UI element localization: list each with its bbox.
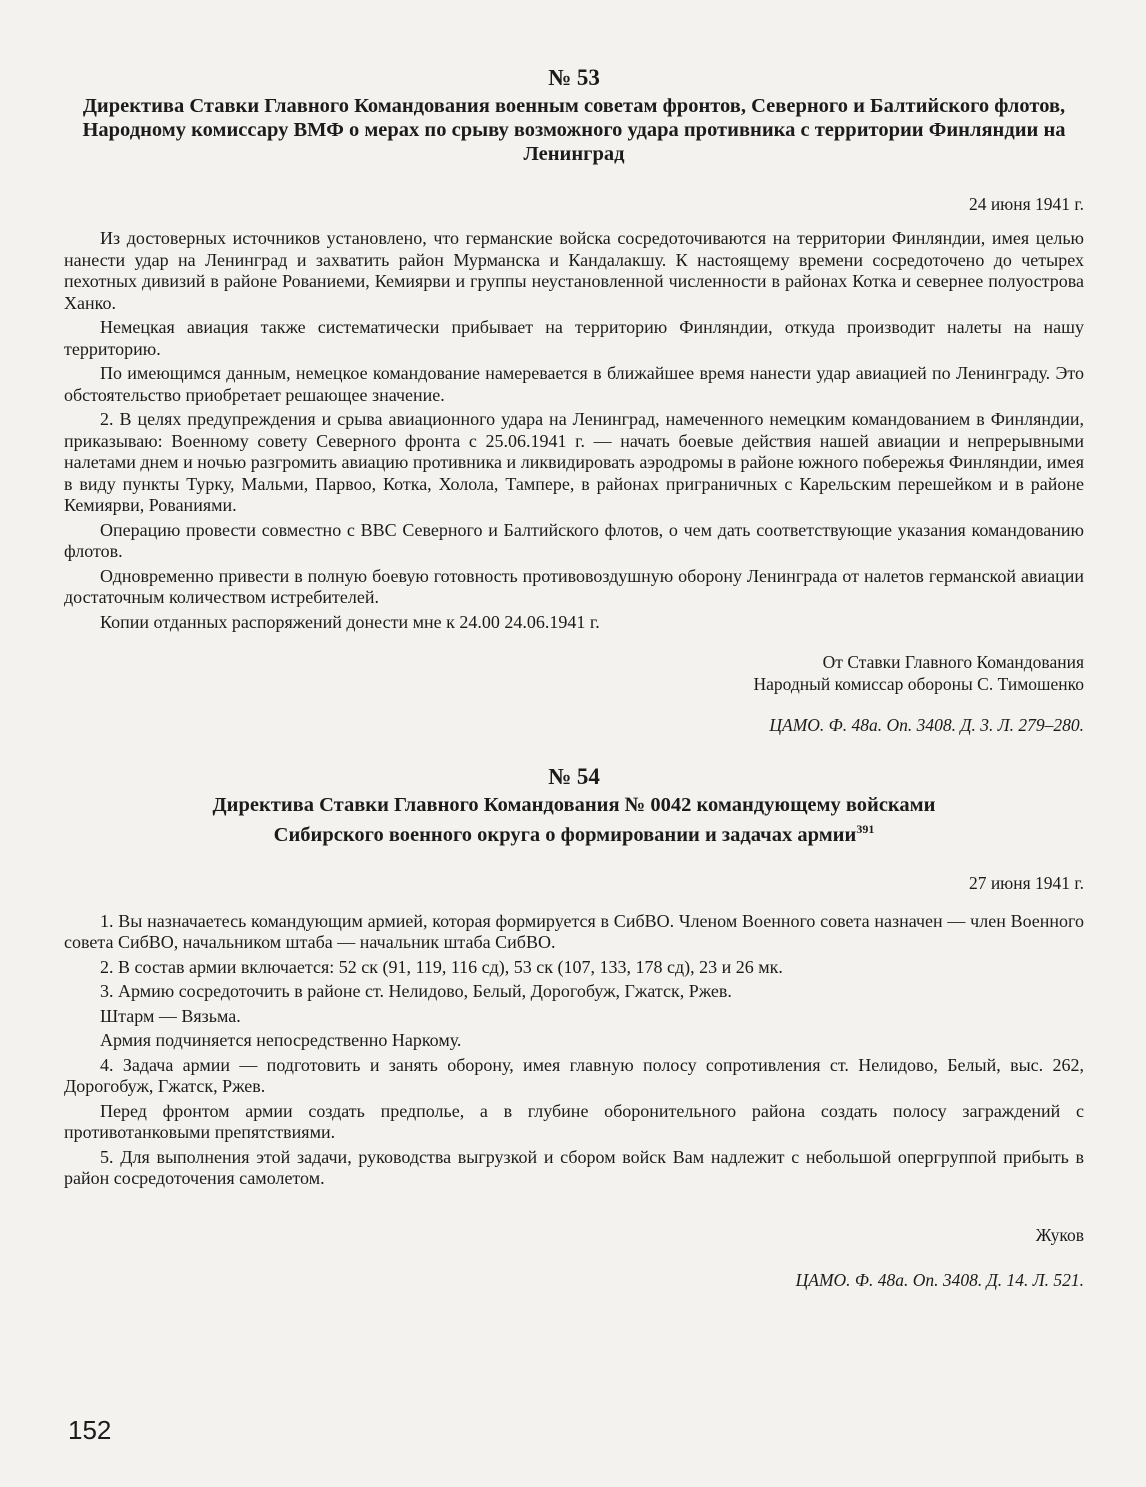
document-number: № 54 — [548, 764, 600, 789]
paragraph: Одновременно привести в полную боевую готовность противовоздушную оборону Ленинграда от налетов германской авиации достаточным количеством истребителей. — [64, 565, 1084, 607]
document-title-line: Сибирского военного округа о формировании и задачах армии — [273, 823, 857, 846]
footnote-reference: 391 — [856, 822, 875, 836]
signature-line: От Ставки Главного Командования — [822, 652, 1084, 672]
paragraph: Армия подчиняется непосредственно Наркому. — [100, 1030, 462, 1051]
paragraph: Копии отданных распоряжений донести мне к 24.00 24.06.1941 г. — [100, 611, 600, 632]
paragraph: 1. Вы назначаетесь командующим армией, которая формируется в СибВО. Членом Военного совета назначен — член Военного совета СибВО, начальником штаба — начальник штаба СибВО. — [64, 910, 1084, 953]
paragraph: 4. Задача армии — подготовить и занять оборону, имея главную полосу сопротивления ст. Нелидово, Белый, выс. 262, Дорогобуж, Гжатск, Ржев. — [64, 1054, 1084, 1097]
paragraph: По имеющимся данным, немецкое командование намеревается в ближайшее время нанести удар авиацией по Ленинграду. Это обстоятельство приобретает решающее значение. — [64, 363, 1084, 405]
document-title: Директива Ставки Главного Командования военным советам фронтов, Северного и Балтийского флотов, Народному комиссару ВМФ о мерах по срыву возможного удара противника с территории Финляндии на Ленинград — [82, 95, 1066, 165]
page-number: 152 — [68, 1415, 112, 1445]
document-title-line: Директива Ставки Главного Командования № 0042 командующему войсками — [212, 794, 936, 816]
document-date: 24 июня 1941 г. — [968, 194, 1084, 214]
document-number: № 53 — [548, 65, 600, 90]
paragraph: 2. В состав армии включается: 52 ск (91, 119, 116 сд), 53 ск (107, 133, 178 сд), 23 и 26 мк. — [100, 956, 783, 977]
paragraph: Штарм — Вязьма. — [100, 1005, 241, 1026]
document-date: 27 июня 1941 г. — [968, 872, 1084, 893]
paragraph: Операцию провести совместно с ВВС Северного и Балтийского флотов, о чем дать соответствующие указания командованию флотов. — [64, 519, 1084, 561]
paragraph: 3. Армию сосредоточить в районе ст. Нелидово, Белый, Дорогобуж, Гжатск, Ржев. — [100, 981, 732, 1002]
archive-reference: ЦАМО. Ф. 48а. Оп. 3408. Д. 3. Л. 279–280. — [769, 715, 1084, 735]
signature-block — [64, 651, 1084, 695]
signature-line: Жуков — [1035, 1224, 1084, 1245]
paragraph: Из достоверных источников установлено, что германские войска сосредоточиваются на территории Финляндии, имея целью нанести удар на Ленинград и захватить район Мурманска и Кандалакшу. К настоящему времени сосредоточено до четырех пехотных дивизий в районе Рованиеми, Кемиярви и группы неустановленной численности в районах Котка и севернее полуострова Ханко. — [64, 228, 1084, 313]
document-title — [64, 793, 1084, 847]
paragraph: 5. Для выполнения этой задачи, руководства выгрузкой и сбором войск Вам надлежит с небольшой опергруппой прибыть в район сосредоточения самолетом. — [64, 1146, 1084, 1189]
signature-line: Народный комиссар обороны С. Тимошенко — [753, 674, 1084, 694]
archive-reference: ЦАМО. Ф. 48а. Оп. 3408. Д. 14. Л. 521. — [795, 1269, 1084, 1290]
document-53 — [64, 64, 1084, 737]
paragraph: Перед фронтом армии создать предполье, а в глубине оборонительного района создать полосу заграждений с противотанковыми препятствиями. — [64, 1100, 1084, 1143]
paragraph: 2. В целях предупреждения и срыва авиационного удара на Ленинград, намеченного немецким командованием в Финляндии, приказываю: Военному совету Северного фронта с 25.06.1941 г. — начать боевые действия нашей авиации и непрерывными налетами днем и ночью разгромить авиацию противника и ликвидировать аэродромы в районе южного побережья Финляндии, имея в виду пункты Турку, Мальми, Парвоо, Котка, Холола, Тампере, в районах приграничных с Карельским перешейком и в районе Кемиярви, Рованиями. — [64, 409, 1084, 515]
document-page — [64, 64, 1084, 1292]
document-54 — [64, 763, 1084, 1292]
paragraph: Немецкая авиация также систематически прибывает на территорию Финляндии, откуда производит налеты на нашу территорию. — [64, 317, 1084, 359]
